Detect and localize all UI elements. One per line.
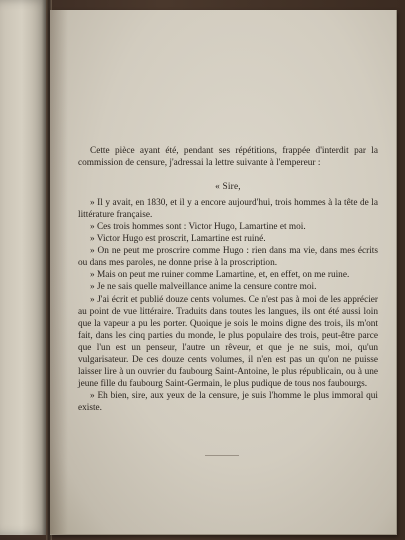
letter-paragraph: » On ne peut me proscrire comme Hugo : rien dans ma vie, dans mes écrits ou dans mes paroles, ne donne prise à la proscription. — [78, 246, 378, 269]
letter-paragraph: » Eh bien, sire, aux yeux de la censure, je suis l'homme le plus immoral qui existe. — [78, 390, 378, 413]
letter-paragraph: » Victor Hugo est proscrit, Lamartine est ruiné. — [90, 234, 266, 245]
letter-paragraph: » Mais on peut me ruiner comme Lamartine, et, en effet, on me ruine. — [90, 270, 350, 281]
letter-paragraph: » J'ai écrit et publié douze cents volumes. Ce n'est pas à moi de les apprécier au point de vue littéraire. Traduits dans toutes les langues, ils ont été aussi loin que la vapeur a pu les porter. Quoique je sois le moins digne des trois, ils m'ont fait, dans les cinq parties du monde, le plus populaire des trois, peut-être parce que l'un est un penseur, l'autre un rêveur, et que je ne suis, moi, qu'un vulgarisateur. De ces douze cents volumes, il n'en est pas un qu'on ne puisse laisser lire à un ouvrier du faubourg Saint-Antoine, le plus républicain, ou à une jeune fille du faubourg Saint-Germain, le plus pudique de tous nos faubourgs. — [78, 294, 378, 389]
letter-paragraph: » Il y avait, en 1830, et il y a encore aujourd'hui, trois hommes à la tête de la littérature française. — [78, 198, 378, 221]
salutation: « Sire, — [215, 182, 241, 193]
page-text — [78, 145, 378, 414]
letter-paragraph: » Je ne sais quelle malveillance anime la censure contre moi. — [90, 282, 317, 293]
left-page-edge — [0, 0, 48, 535]
letter-paragraph: » Ces trois hommes sont : Victor Hugo, Lamartine et moi. — [90, 222, 306, 233]
closing-rule — [205, 455, 239, 456]
intro-paragraph: Cette pièce ayant été, pendant ses répétitions, frappée d'interdit par la commission de censure, j'adressai la lettre suivante à l'empereur : — [78, 146, 378, 169]
